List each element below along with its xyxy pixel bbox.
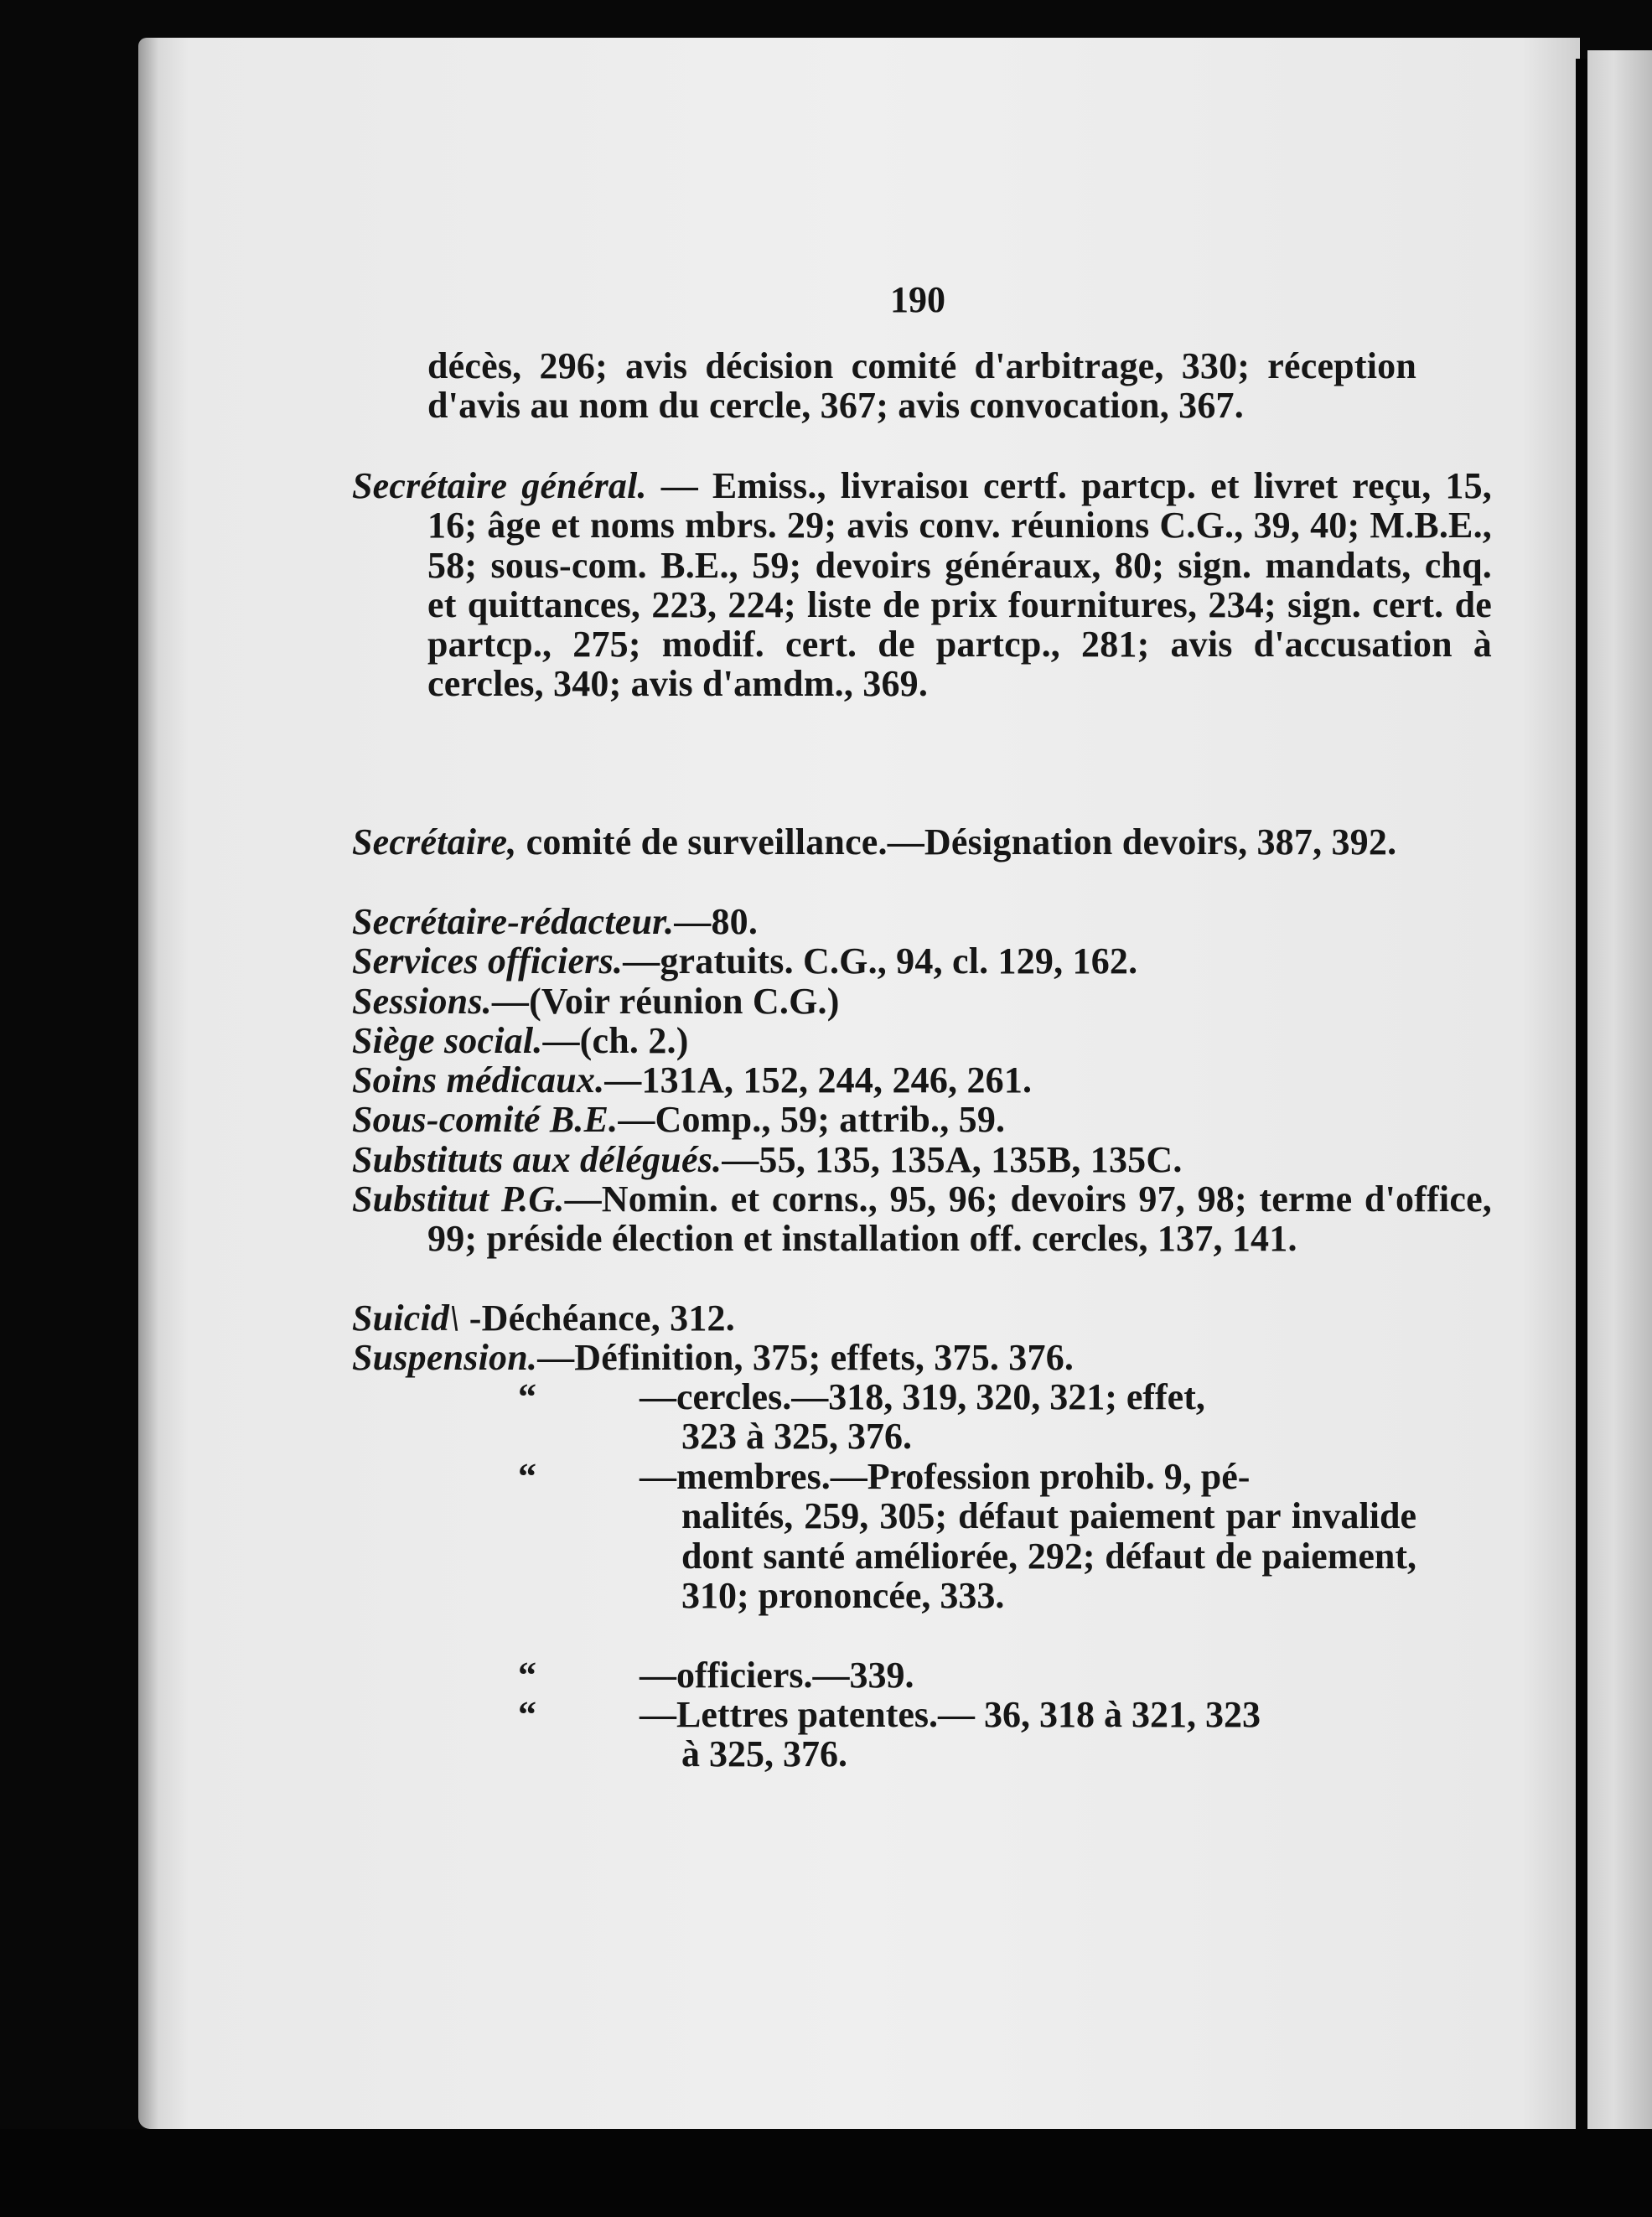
entry-references: -Déchéance, 312. bbox=[459, 1298, 735, 1339]
index-entry bbox=[352, 1060, 1492, 1100]
ditto-mark: “ bbox=[518, 1655, 536, 1696]
next-page-strip bbox=[1587, 50, 1652, 2129]
subentry-first-line: —Lettres patentes.— 36, 318 à 321, 323 bbox=[640, 1694, 1261, 1735]
subentry-continuation: nalités, 259, 305; défaut paiement par invalide dont santé améliorée, 292; défaut de paiement, 310; prononcée, 333. bbox=[681, 1495, 1416, 1616]
entry-heading: Secrétaire, bbox=[352, 821, 517, 862]
entry-references: comité de surveillance.—Désignation devoirs, 387, 392. bbox=[516, 821, 1397, 862]
entry-references: —(ch. 2.) bbox=[542, 1020, 689, 1061]
index-entry bbox=[352, 902, 1492, 941]
entry-heading: Suicid\ bbox=[352, 1298, 460, 1339]
index-subentry bbox=[518, 1457, 1416, 1655]
entry-references: — Emiss., livraisoı certf. partcp. et livret reçu, 15, 16; âge et noms mbrs. 29; avis conv. réunions C.G., 39, 40; M.B.E., 58; sous-com. B.E., 59; devoirs généraux, 80; sign. mandats, chq. et quittances, 223, 224; liste de prix fournitures, 234; sign. cert. de partcp., 275; modif. cert. de partcp., 281; avis d'accusation à cercles, 340; avis d'amdm., 369. bbox=[427, 465, 1492, 705]
entry-heading: Secrétaire général. bbox=[352, 465, 647, 506]
index-entry bbox=[352, 1100, 1492, 1139]
entry-references: —Nomin. et corns., 95, 96; devoirs 97, 98; terme d'office, 99; préside élection et installation off. cercles, 137, 141. bbox=[427, 1178, 1492, 1260]
index-subentry bbox=[518, 1377, 1416, 1457]
index-entry bbox=[352, 466, 1492, 704]
page-edge-shadow bbox=[1576, 59, 1587, 2129]
scan-bottom-border bbox=[0, 2129, 1652, 2217]
ditto-mark: “ bbox=[518, 1456, 536, 1497]
entry-heading: Secrétaire-rédacteur. bbox=[352, 901, 675, 942]
entry-references: —gratuits. C.G., 94, cl. 129, 162. bbox=[623, 940, 1138, 982]
subentry-first-line: —officiers.—339. bbox=[640, 1655, 914, 1696]
index-entry bbox=[352, 1338, 1492, 1377]
entry-references: —131A, 152, 244, 246, 261. bbox=[604, 1059, 1033, 1101]
entry-heading: Substituts aux délégués. bbox=[352, 1139, 722, 1180]
index-entry bbox=[352, 1140, 1492, 1179]
entry-heading: Sous-comité B.E. bbox=[352, 1099, 619, 1140]
entry-references: —(Voir réunion C.G.) bbox=[491, 981, 840, 1022]
subentry-first-line: —cercles.—318, 319, 320, 321; effet, bbox=[640, 1376, 1205, 1417]
index-entry bbox=[352, 1179, 1492, 1259]
entry-references: —80. bbox=[674, 901, 759, 942]
index-entry bbox=[352, 1298, 1492, 1338]
index-subentry bbox=[518, 1655, 1416, 1695]
subentry-first-line: —membres.—Profession prohib. 9, pé- bbox=[640, 1456, 1251, 1497]
lead-text: décès, 296; avis décision comité d'arbitrage, 330; réception d'avis au nom du cercle, 367; avis convocation, 367. bbox=[427, 345, 1416, 427]
entry-heading: Soins médicaux. bbox=[352, 1059, 605, 1101]
subentry-continuation: 323 à 325, 376. bbox=[681, 1416, 912, 1458]
entry-references: —Comp., 59; attrib., 59. bbox=[618, 1099, 1006, 1140]
entry-references: —55, 135, 135A, 135B, 135C. bbox=[722, 1139, 1183, 1180]
entry-heading: Substitut P.G. bbox=[352, 1178, 565, 1220]
entry-heading: Sessions. bbox=[352, 981, 492, 1022]
page-number: 190 bbox=[890, 279, 945, 320]
ditto-mark: “ bbox=[518, 1376, 536, 1417]
index-entry bbox=[352, 941, 1492, 981]
entry-heading: Services officiers. bbox=[352, 940, 624, 982]
entry-references: —Définition, 375; effets, 375. 376. bbox=[537, 1337, 1075, 1378]
entry-heading: Suspension. bbox=[352, 1337, 538, 1378]
index-subentry bbox=[518, 1695, 1416, 1774]
index-entry bbox=[352, 822, 1492, 862]
entry-heading: Siège social. bbox=[352, 1020, 543, 1061]
ditto-mark: “ bbox=[518, 1694, 536, 1735]
index-entry bbox=[352, 982, 1492, 1021]
lead-entry-continuation bbox=[427, 346, 1416, 426]
index-entry bbox=[352, 1021, 1492, 1060]
subentry-continuation: à 325, 376. bbox=[681, 1733, 847, 1775]
